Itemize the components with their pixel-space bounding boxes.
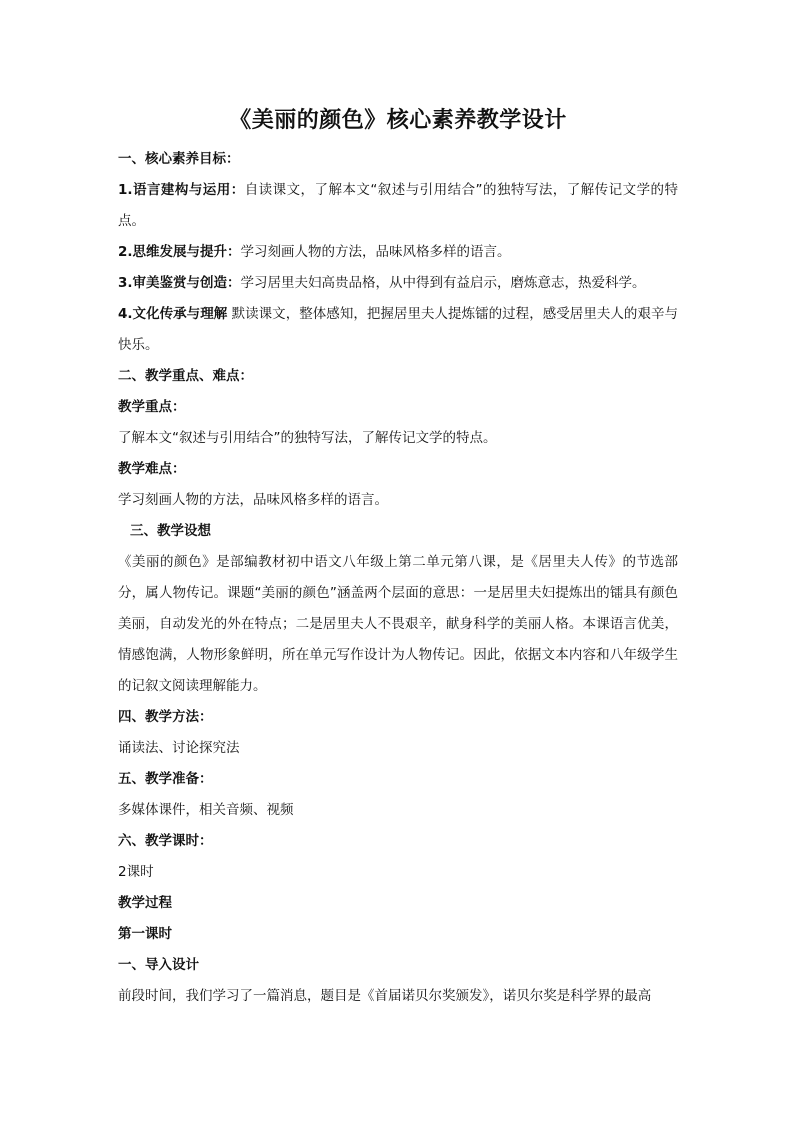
lesson-1-heading: 第一课时 [118,926,172,942]
section-heading-design: 三、教学设想 [130,523,211,539]
goal-1-text: 自读课文，了解本文“叙述与引用结合”的独特写法，了解传记文学的特点。 [118,182,678,229]
methods-text: 诵读法、讨论探究法 [118,740,240,756]
difficulty-text: 学习刻画人物的方法，品味风格多样的语言。 [118,492,388,508]
goal-1-label: 1.语言建构与运用： [118,182,245,198]
section-heading-preparation: 五、教学准备： [118,771,213,787]
goal-1 [118,175,678,237]
goal-3-label: 3.审美鉴赏与创造： [118,275,241,291]
design-paragraph: 《美丽的颜色》是部编教材初中语文八年级上第二单元第八课，是《居里夫人传》的节选部分，属人物传记。课题“美丽的颜色”涵盖两个层面的意思：一是居里夫妇提炼出的镭具有颜色美丽，自动发光的外在特点；二是居里夫人不畏艰辛，献身科学的美丽人格。本课语言优美，情感饱满，人物形象鲜明，所在单元写作设计为人物传记。因此，依据文本内容和八年级学生的记叙文阅读理解能力。 [118,554,678,694]
page-title: 《美丽的颜色》核心素养教学设计 [229,108,567,133]
section-heading-key-points: 二、教学重点、难点： [118,368,253,384]
process-heading: 教学过程 [118,895,172,911]
key-point-heading: 教学重点： [118,399,186,415]
goal-4-text: 默读课文，整体感知，把握居里夫人提炼镭的过程，感受居里夫人的艰辛与快乐。 [118,306,678,353]
goal-4-label: 4.文化传承与理解 [118,306,228,322]
intro-text: 前段时间，我们学习了一篇消息，题目是《首届诺贝尔奖颁发》，诺贝尔奖是科学界的最高 [118,988,652,1004]
intro-heading: 一、导入设计 [118,957,199,973]
difficulty-heading: 教学难点： [118,461,186,477]
section-heading-goals: 一、核心素养目标： [118,151,240,167]
preparation-text: 多媒体课件，相关音频、视频 [118,802,294,818]
goal-3 [118,268,678,299]
goal-2-label: 2.思维发展与提升： [118,244,241,260]
section-heading-periods: 六、教学课时： [118,833,213,849]
goal-3-text: 学习居里夫妇高贵品格，从中得到有益启示，磨炼意志，热爱科学。 [240,275,646,291]
goal-2-text: 学习刻画人物的方法，品味风格多样的语言。 [240,244,511,260]
goal-2 [118,237,678,268]
key-point-text: 了解本文“叙述与引用结合”的独特写法，了解传记文学的特点。 [118,430,497,446]
section-heading-methods: 四、教学方法： [118,709,213,725]
periods-text: 2课时 [118,864,154,880]
document-content [118,106,678,1012]
goal-4 [118,299,678,361]
